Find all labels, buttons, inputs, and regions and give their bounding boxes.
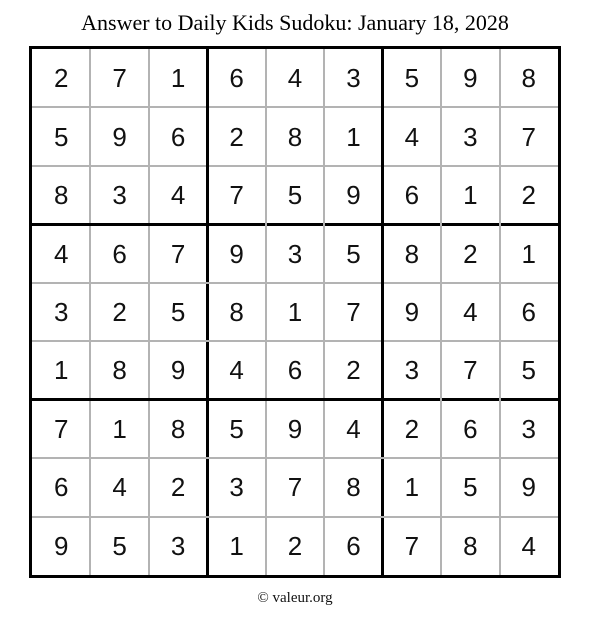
sudoku-cell: 9 — [463, 63, 478, 94]
sudoku-cell: 7 — [521, 121, 536, 152]
sudoku-cell: 3 — [463, 121, 478, 152]
sudoku-cell: 9 — [404, 296, 420, 327]
sudoku-cell: 7 — [287, 472, 303, 503]
sudoku-cell: 7 — [346, 296, 361, 327]
sudoku-cell: 2 — [346, 355, 361, 386]
sudoku-cell: 9 — [112, 121, 127, 152]
sudoku-cell: 1 — [229, 530, 244, 561]
sudoku-cell: 2 — [521, 180, 536, 211]
sudoku-cell: 8 — [521, 63, 536, 94]
sudoku-cell: 7 — [112, 63, 127, 94]
sudoku-cell: 1 — [112, 413, 127, 444]
sudoku-cell: 4 — [287, 63, 303, 94]
sudoku-cell: 3 — [346, 63, 361, 94]
sudoku-cell: 2 — [229, 121, 244, 152]
sudoku-cell: 3 — [287, 238, 303, 269]
sudoku-cell: 3 — [404, 355, 420, 386]
sudoku-cell: 5 — [53, 121, 69, 152]
sudoku-cell: 6 — [521, 296, 536, 327]
sudoku-cell: 7 — [463, 355, 478, 386]
sudoku-cell: 1 — [287, 296, 303, 327]
sudoku-cell: 5 — [463, 472, 478, 503]
sudoku-cell: 7 — [229, 180, 244, 211]
sudoku-cell: 4 — [170, 180, 186, 211]
sudoku-cell: 2 — [287, 530, 303, 561]
sudoku-cell: 8 — [112, 355, 127, 386]
sudoku-cell: 4 — [346, 413, 361, 444]
sudoku-cell: 5 — [287, 180, 303, 211]
sudoku-cell: 8 — [287, 121, 303, 152]
sudoku-cell: 4 — [229, 355, 244, 386]
sudoku-cell: 8 — [404, 238, 420, 269]
sudoku-cell: 1 — [463, 180, 478, 211]
sudoku-cell: 9 — [170, 355, 186, 386]
sudoku-cell: 8 — [346, 472, 361, 503]
sudoku-cell: 3 — [170, 530, 186, 561]
sudoku-cell: 8 — [463, 530, 478, 561]
sudoku-cell: 4 — [521, 530, 536, 561]
sudoku-cell: 2 — [53, 63, 69, 94]
sudoku-board — [29, 46, 561, 578]
sudoku-cell: 3 — [53, 296, 69, 327]
sudoku-cell: 2 — [112, 296, 127, 327]
sudoku-cell: 5 — [229, 413, 244, 444]
sudoku-cell: 1 — [170, 63, 186, 94]
sudoku-cell: 5 — [170, 296, 186, 327]
sudoku-cell: 9 — [346, 180, 361, 211]
sudoku-cell: 7 — [53, 413, 69, 444]
sudoku-cell: 6 — [112, 238, 127, 269]
sudoku-cell: 5 — [112, 530, 127, 561]
sudoku-cell: 2 — [463, 238, 478, 269]
sudoku-cell: 9 — [229, 238, 244, 269]
sudoku-cell: 5 — [521, 355, 536, 386]
sudoku-cell: 5 — [404, 63, 420, 94]
sudoku-cell: 4 — [53, 238, 69, 269]
sudoku-cell: 1 — [521, 238, 536, 269]
sudoku-cell: 8 — [170, 413, 186, 444]
page-title: Answer to Daily Kids Sudoku: January 18, 2028 — [81, 10, 509, 35]
sudoku-cell: 6 — [53, 472, 69, 503]
sudoku-cell: 2 — [170, 472, 186, 503]
sudoku-cell: 9 — [521, 472, 536, 503]
sudoku-cell: 2 — [404, 413, 420, 444]
sudoku-cell: 9 — [287, 413, 303, 444]
sudoku-cell: 3 — [112, 180, 127, 211]
sudoku-cell: 8 — [53, 180, 69, 211]
sudoku-cell: 5 — [346, 238, 361, 269]
sudoku-cell: 6 — [170, 121, 186, 152]
sudoku-cell: 4 — [112, 472, 127, 503]
sudoku-cell: 6 — [287, 355, 303, 386]
sudoku-cell: 1 — [346, 121, 361, 152]
sudoku-cell: 8 — [229, 296, 244, 327]
sudoku-cell: 9 — [53, 530, 69, 561]
sudoku-cell: 4 — [404, 121, 420, 152]
sudoku-cell: 6 — [229, 63, 244, 94]
sudoku-cell: 3 — [521, 413, 536, 444]
sudoku-cell: 1 — [53, 355, 69, 386]
sudoku-cell: 4 — [463, 296, 478, 327]
sudoku-cell: 1 — [404, 472, 420, 503]
copyright-footer: © valeur.org — [257, 590, 333, 606]
sudoku-cell: 6 — [346, 530, 361, 561]
sudoku-cell: 6 — [404, 180, 420, 211]
sudoku-cell: 7 — [404, 530, 420, 561]
sudoku-cell: 6 — [463, 413, 478, 444]
sudoku-cell: 7 — [170, 238, 186, 269]
sudoku-cell: 3 — [229, 472, 244, 503]
